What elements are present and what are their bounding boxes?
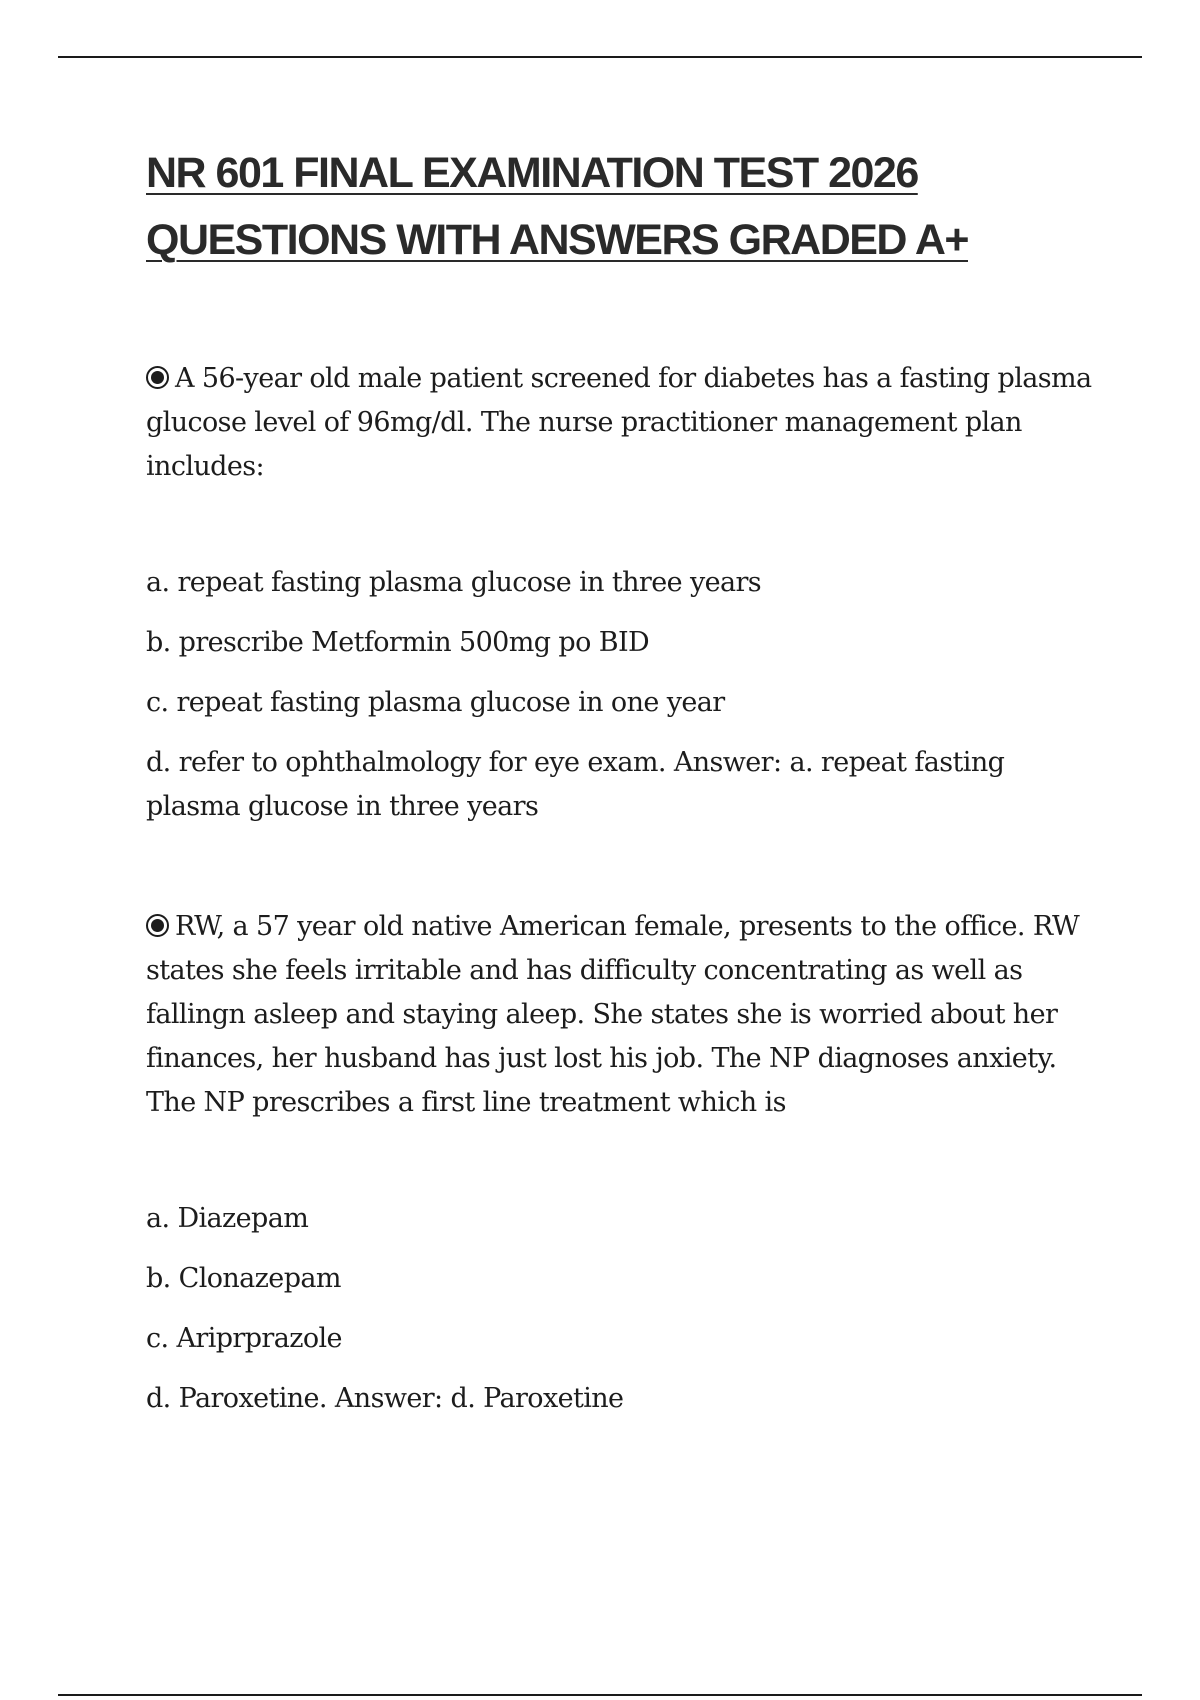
title-line-1: NR 601 FINAL EXAMINATION TEST 2026: [146, 149, 918, 197]
option-item: d. refer to ophthalmology for eye exam. Answer: a. repeat fasting plasma glucose in three years: [146, 747, 1005, 822]
question-1: [146, 357, 1096, 489]
option-item: a. Diazepam: [146, 1203, 309, 1234]
radio-bullet-icon: [146, 366, 169, 389]
radio-bullet-icon: [146, 914, 169, 937]
document-body: [146, 140, 1096, 1437]
option-item: b. Clonazepam: [146, 1263, 341, 1294]
title-line-2: QUESTIONS WITH ANSWERS GRADED A+: [146, 216, 968, 264]
question-1-text: A 56-year old male patient screened for diabetes has a fasting plasma glucose level of 96mg/dl. The nurse practitioner management plan includes:: [146, 363, 1092, 482]
option-item: c. repeat fasting plasma glucose in one year: [146, 687, 725, 718]
top-rule: [58, 56, 1142, 58]
question-2-text: RW, a 57 year old native American female, presents to the office. RW states she feels irritable and has difficulty concentrating as well as fallingn asleep and staying aleep. She states she is worried about her finances, her husband has just lost his job. The NP diagnoses anxiety. The NP prescribes a first line treatment which is: [146, 911, 1080, 1118]
question-1-options: [146, 561, 1096, 829]
question-2-options: [146, 1197, 1096, 1421]
document-title: [146, 140, 1096, 274]
question-2: [146, 905, 1096, 1125]
bottom-rule: [58, 1694, 1142, 1696]
option-item: c. Ariprprazole: [146, 1323, 342, 1354]
option-item: a. repeat fasting plasma glucose in three years: [146, 567, 762, 598]
option-item: b. prescribe Metformin 500mg po BID: [146, 627, 650, 658]
option-item: d. Paroxetine. Answer: d. Paroxetine: [146, 1383, 624, 1414]
